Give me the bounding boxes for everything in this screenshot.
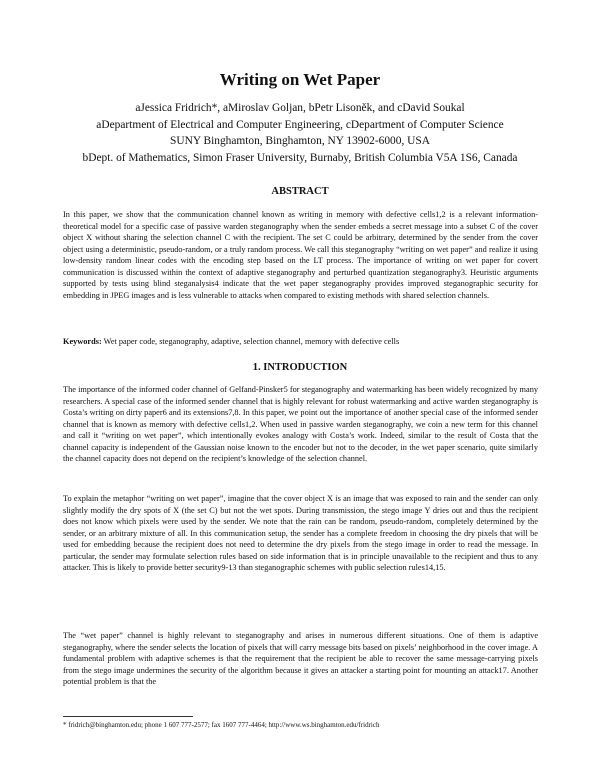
affiliation-1-address: SUNY Binghamton, Binghamton, NY 13902-6000, USA: [170, 135, 430, 147]
intro-paragraph-1: The importance of the informed coder channel of Gelfand-Pinsker5 for steganography and watermarking has been widely recognized by many researchers. A special case of the informed sender channel that is highly relevant for robust watermarking and active warden steganography is Costa’s writing on dirty paper6 and its extensions7,8. In this paper, we point out the importance of another special case of the informed sender channel that is known as memory with defective cells1,2. When used in passive warden steganography, we coin a new term for this channel and call it “writing on wet paper”, which intentionally evokes analogy with Costa’s work. Indeed, similar to the result of Costa that the channel capacity is independent of the Gaussian noise known to the encoder but not to the decoder, in the wet paper scenario, quite similarly the channel capacity does not depend on the recipient’s knowledge of the selection channel.: [63, 385, 538, 463]
intro-heading: 1. INTRODUCTION: [252, 362, 348, 373]
intro-paragraph-2: To explain the metaphor “writing on wet paper”, imagine that the cover object X is an image that was exposed to rain and the sender can only slightly modify the dry spots of X (the set C) but not the wet spots. During transmission, the stego image Y dries out and thus the recipient does not know which pixels were used by the sender. We note that the rain can be random, pseudo-random, completely determined by the sender, or an arbitrary mixture of all. In this communication setup, the sender has a complete freedom in choosing the dry pixels that will be used for embedding because the recipient does not need to determine the dry pixels from the stego image in order to read the message. In particular, the sender may formulate selection rules based on side information that is in principle unavailable to the recipient and thus to any attacker. This is likely to provide better security9-13 than steganographic schemes with public selection rules14,15.: [63, 494, 538, 572]
abstract-heading: ABSTRACT: [271, 186, 329, 197]
paper-title: Writing on Wet Paper: [219, 70, 381, 89]
affiliation-2: bDept. of Mathematics, Simon Fraser University, Burnaby, British Columbia V5A 1S6, Canada: [82, 151, 518, 164]
author-block: [0, 100, 600, 166]
footnote: * fridrich@binghamton.edu; phone 1 607 777-2577; fax 1607 777-4464; http://www.ws.binghamton.edu/fridrich: [63, 721, 380, 729]
footnote-rule: [63, 716, 193, 717]
affiliation-1: aDepartment of Electrical and Computer Engineering, cDepartment of Computer Science: [96, 118, 504, 131]
keywords-label: Keywords:: [63, 337, 102, 346]
keywords-text: Wet paper code, steganography, adaptive, selection channel, memory with defective cells: [103, 337, 400, 346]
intro-paragraph-3: The “wet paper” channel is highly relevant to steganography and arises in numerous different situations. One of them is adaptive steganography, where the sender selects the location of pixels that will carry message bits based on pixels’ neighborhood in the cover image. A fundamental problem with adaptive schemes is that the requirement that the recipient be able to recover the same message-carrying pixels from the stego image undermines the security of the algorithm because it gives an attacker a starting point for mounting an attack17. Another potential problem is that the: [63, 631, 538, 686]
abstract-text: In this paper, we show that the communication channel known as writing in memory with defective cells1,2 is a relevant information-theoretical model for a specific case of passive warden steganography when the sender embeds a secret message into a subset C of the cover object X without sharing the selection channel C with the recipient. The set C could be arbitrary, determined by the sender from the cover object using a deterministic, pseudo-random, or a truly random process. We call this steganography “writing on wet paper” and realize it using low-density random linear codes with the encoding step based on the LT process. The importance of writing on wet paper for covert communication is discussed within the context of adaptive steganography and perturbed quantization steganography3. Heuristic arguments supported by tests using blind steganalysis4 indicate that the wet paper steganography provides improved steganographic security for embedding in JPEG images and is less vulnerable to attacks when compared to existing methods with shared selection channels.: [63, 210, 538, 300]
keywords-line: [63, 336, 538, 348]
author-names: aJessica Fridrich*, aMiroslav Goljan, bPetr Lisoněk, and cDavid Soukal: [135, 102, 465, 114]
